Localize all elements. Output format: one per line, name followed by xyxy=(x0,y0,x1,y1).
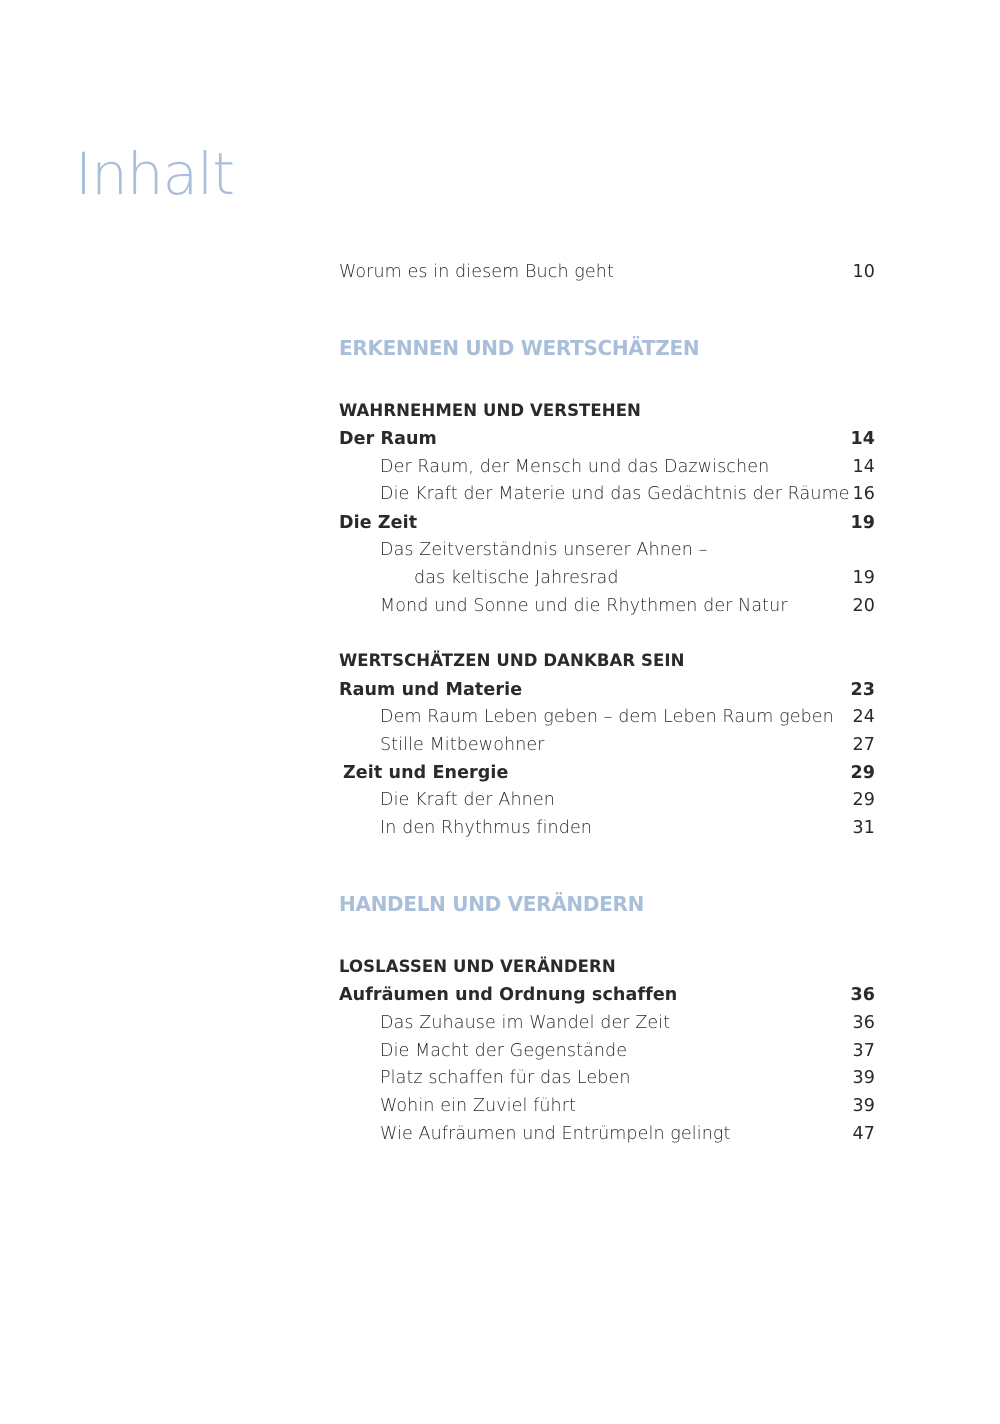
section-heading: LOSLASSEN UND VERÄNDERN xyxy=(339,957,616,976)
toc-entry-page: 10 xyxy=(852,262,875,282)
toc-entry[interactable]: Dem Raum Leben geben – dem Leben Raum geben 24 xyxy=(380,707,875,727)
toc-entry[interactable]: Wie Aufräumen und Entrümpeln gelingt 47 xyxy=(380,1124,875,1144)
toc-entry[interactable]: In den Rhythmus finden 31 xyxy=(380,818,875,838)
toc-entry[interactable]: das keltische Jahresrad 19 xyxy=(414,568,875,588)
toc-entry[interactable]: Wohin ein Zuviel führt 39 xyxy=(380,1096,875,1116)
toc-entry[interactable]: Das Zeitverständnis unserer Ahnen – xyxy=(380,540,708,560)
toc-entry[interactable]: Die Kraft der Materie und das Gedächtnis der Räume 16 xyxy=(380,484,875,504)
page-title: Inhalt xyxy=(75,140,235,208)
toc-entry[interactable]: Stille Mitbewohner 27 xyxy=(380,735,875,755)
section-heading: WAHRNEHMEN UND VERSTEHEN xyxy=(339,401,641,420)
toc-chapter[interactable]: Raum und Materie 23 xyxy=(339,680,875,700)
toc-entry[interactable]: Die Kraft der Ahnen 29 xyxy=(380,790,875,810)
toc-entry[interactable] xyxy=(339,260,875,284)
toc-chapter[interactable]: Die Zeit 19 xyxy=(339,513,875,533)
toc-chapter[interactable]: Aufräumen und Ordnung schaffen 36 xyxy=(339,985,875,1005)
toc-entry-label: Worum es in diesem Buch geht xyxy=(339,262,614,282)
toc-entry[interactable]: Das Zuhause im Wandel der Zeit 36 xyxy=(380,1013,875,1033)
part-heading: ERKENNEN UND WERTSCHÄTZEN xyxy=(339,336,700,360)
toc-entry[interactable]: Die Macht der Gegenstände 37 xyxy=(380,1041,875,1061)
toc-entry[interactable]: Platz schaffen für das Leben 39 xyxy=(380,1068,875,1088)
toc-chapter[interactable]: Zeit und Energie 29 xyxy=(343,763,875,783)
toc-entry[interactable]: Der Raum, der Mensch und das Dazwischen 14 xyxy=(380,457,875,477)
part-heading: HANDELN UND VERÄNDERN xyxy=(339,892,645,916)
toc-chapter[interactable]: Der Raum 14 xyxy=(339,429,875,449)
toc-entry[interactable]: Mond und Sonne und die Rhythmen der Natur 20 xyxy=(380,596,875,616)
section-heading: WERTSCHÄTZEN UND DANKBAR SEIN xyxy=(339,651,685,670)
